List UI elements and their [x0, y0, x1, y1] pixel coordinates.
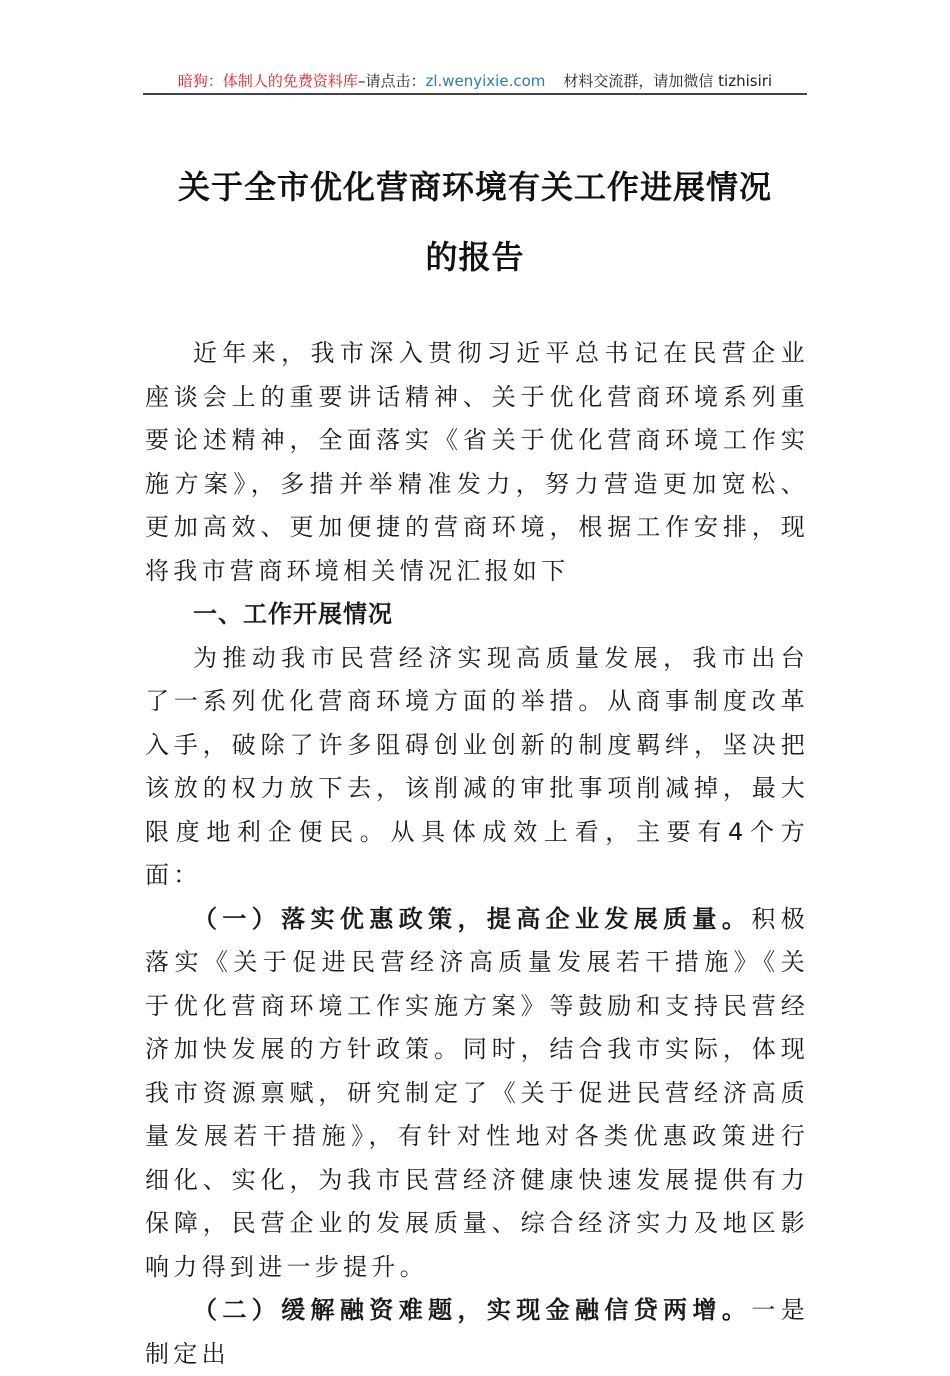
item-1-paragraph	[145, 898, 809, 1290]
item-2-paragraph	[145, 1289, 809, 1376]
site-link[interactable]: zl.wenyixie.com	[425, 72, 546, 90]
section-paragraph: 为推动我市民营经济实现高质量发展，我市出台了一系列优化营商环境方面的举措。从商事制度改革入手，破除了许多阻碍创业创新的制度羁绊，坚决把该放的权力放下去，该削减的审批事项削减掉，最大限度地利企便民。从具体成效上看，主要有4个方面：	[145, 643, 809, 889]
header-rule	[143, 93, 807, 95]
intro-paragraph: 近年来，我市深入贯彻习近平总书记在民营企业座谈会上的重要讲话精神、关于优化营商环境系列重要论述精神，全面落实《省关于优化营商环境工作实施方案》，多措并举精准发力，努力营造更加宽松、更加高效、更加便捷的营商环境，根据工作安排，现将我市营商环境相关情况汇报如下	[145, 339, 809, 585]
item-2-heading: （二）缓解融资难题，实现金融信贷两增。	[193, 1296, 752, 1324]
wechat-note: 材料交流群，请加微信 tizhisiri	[563, 72, 773, 90]
document-title-line1: 关于全市优化营商环境有关工作进展情况	[177, 168, 772, 206]
section-heading: 一、工作开展情况	[193, 600, 393, 628]
click-prompt: –请点击：	[357, 72, 426, 90]
item-1-heading: （一）落实优惠政策，提高企业发展质量。	[193, 904, 752, 933]
watermark-header	[145, 70, 805, 92]
item-2-text: 一是制定出	[145, 1296, 809, 1368]
brand-label: 暗狗：体制人的免费资料库	[177, 72, 358, 90]
document-title-line2: 的报告	[425, 238, 525, 276]
item-1-text: 积极落实《关于促进民营经济高质量发展若干措施》《关于优化营商环境工作实施方案》等鼓励和支持民营经济加快发展的方针政策。同时，结合我市实际，体现我市资源禀赋，研究制定了《关于促进民营经济高质量发展若干措施》，有针对性地对各类优惠政策进行细化、实化，为我市民营经济健康快速发展提供有力保障，民营企业的发展质量、综合经济实力及地区影响力得到进一步提升。	[145, 904, 809, 1281]
document-body	[145, 332, 809, 1376]
